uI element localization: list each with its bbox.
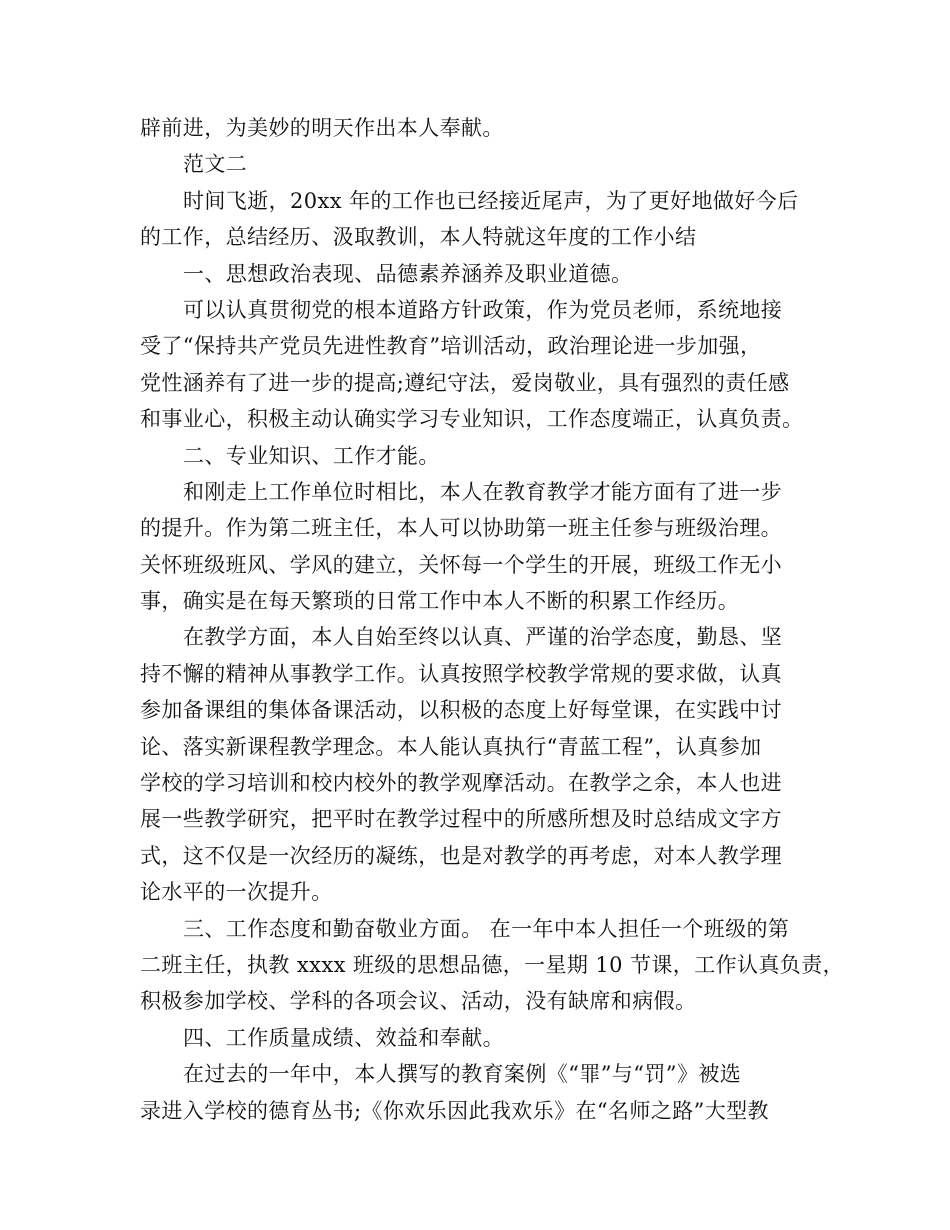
text-line: 的工作，总结经历、汲取教训，本人特就这年度的工作小结 <box>140 225 697 250</box>
text-line: 二、专业知识、工作才能。 <box>183 443 440 468</box>
text-line: 的提升。作为第二班主任，本人可以协助第一班主任参与班级治理。 <box>140 516 782 541</box>
text-line: 二班主任，执教 xxxx 班级的思想品德，一星期 10 节课，工作认真负责， <box>140 952 844 977</box>
text-line: 一、思想政治表现、品德素养涵养及职业道德。 <box>183 261 633 286</box>
text-line: 在过去的一年中，本人撰写的教育案例《“罪”与“罚”》被选 <box>183 1062 742 1087</box>
text-line: 可以认真贯彻党的根本道路方针政策，作为党员老师，系统地接 <box>183 297 783 322</box>
text-line: 党性涵养有了进一步的提高;遵纪守法，爱岗敬业，具有强烈的责任感 <box>140 370 790 395</box>
text-line: 在教学方面，本人自始至终以认真、严谨的治学态度，勤恳、坚 <box>183 625 783 650</box>
text-line: 四、工作质量成绩、效益和奉献。 <box>183 1025 504 1050</box>
text-line: 论水平的一次提升。 <box>140 880 333 905</box>
text-line: 三、工作态度和勤奋敬业方面。 在一年中本人担任一个班级的第 <box>183 916 790 941</box>
text-line: 持不懈的精神从事教学工作。认真按照学校教学常规的要求做，认真 <box>140 661 782 686</box>
text-line: 式，这不仅是一次经历的凝练，也是对教学的再考虑，对本人教学理 <box>140 843 782 868</box>
text-line: 受了“保持共产党员先进性教育”培训活动，政治理论进一步加强， <box>140 334 762 359</box>
text-line: 范文二 <box>183 152 248 177</box>
text-line: 和刚走上工作单位时相比，本人在教育教学才能方面有了进一步 <box>183 479 783 504</box>
text-line: 关怀班级班风、学风的建立，关怀每一个学生的开展，班级工作无小 <box>140 552 782 577</box>
text-line: 事，确实是在每天繁琐的日常工作中本人不断的积累工作经历。 <box>140 589 740 614</box>
text-line: 论、落实新课程教学理念。本人能认真执行“青蓝工程”，认真参加 <box>140 734 762 759</box>
text-line: 积极参加学校、学科的各项会议、活动，没有缺席和病假。 <box>140 989 697 1014</box>
text-line: 辟前进，为美妙的明天作出本人奉献。 <box>140 116 504 140</box>
text-line: 和事业心，积极主动认确实学习专业知识，工作态度端正，认真负责。 <box>140 407 804 432</box>
text-line: 时间飞逝，20xx 年的工作也已经接近尾声，为了更好地做好今后 <box>183 188 799 213</box>
document-body <box>140 110 844 1129</box>
text-line: 录进入学校的德育丛书;《你欢乐因此我欢乐》在“名师之路”大型教 <box>140 1098 769 1123</box>
text-line: 展一些教学研究，把平时在教学过程中的所感所想及时总结成文字方 <box>140 807 782 832</box>
text-line: 学校的学习培训和校内校外的教学观摩活动。在教学之余，本人也进 <box>140 771 782 796</box>
text-line: 参加备课组的集体备课活动，以积极的态度上好每堂课，在实践中讨 <box>140 698 782 723</box>
